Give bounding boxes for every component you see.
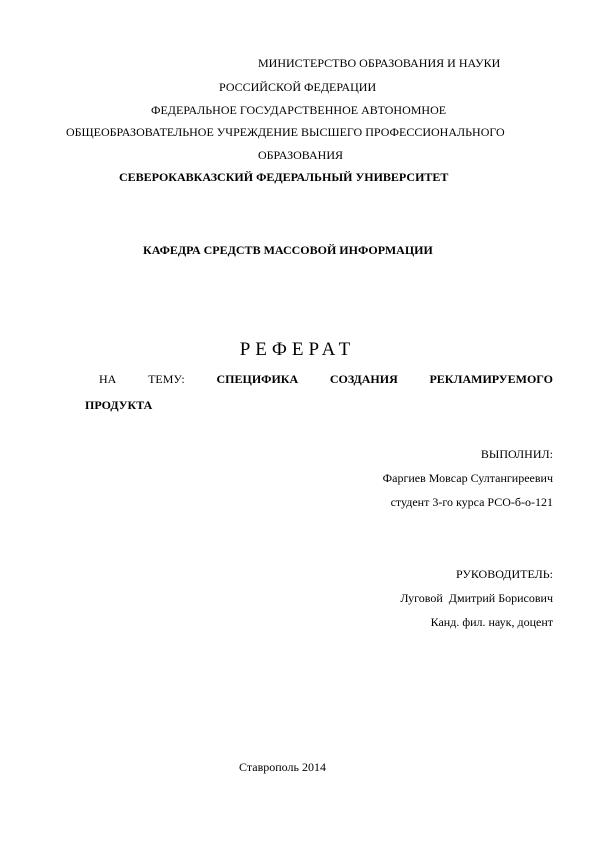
institution-line-2: ОБЩЕОБРАЗОВАТЕЛЬНОЕ УЧРЕЖДЕНИЕ ВЫСШЕГО ПРОФЕССИОНАЛЬНОГО [66,125,505,139]
ministry-line-2: РОССИЙСКОЙ ФЕДЕРАЦИИ [219,80,377,94]
document-title: РЕФЕРАТ [239,339,356,360]
topic-word: СПЕЦИФИКА [216,372,299,386]
author-label: ВЫПОЛНИЛ: [480,447,553,461]
topic-line-1 [99,372,553,386]
topic-block [99,372,553,386]
topic-word: ТЕМУ: [148,372,185,386]
topic-word: РЕКЛАМИРУЕМОГО [429,372,553,386]
author-info: студент 3-го курса РСО-б-о-121 [390,495,553,509]
topic-line-2: ПРОДУКТА [85,398,153,412]
institution-line-1: ФЕДЕРАЛЬНОЕ ГОСУДАРСТВЕННОЕ АВТОНОМНОЕ [151,103,447,117]
supervisor-label: РУКОВОДИТЕЛЬ: [455,567,553,581]
supervisor-info: Канд. фил. наук, доцент [430,615,553,629]
institution-line-3: ОБРАЗОВАНИЯ [258,148,343,162]
city-year: Ставрополь 2014 [239,760,326,774]
topic-word: СОЗДАНИЯ [329,372,398,386]
university-name: СЕВЕРОКАВКАЗСКИЙ ФЕДЕРАЛЬНЫЙ УНИВЕРСИТЕТ [119,170,449,184]
department-name: КАФЕДРА СРЕДСТВ МАССОВОЙ ИНФОРМАЦИИ [143,243,433,257]
topic-word: НА [99,372,117,386]
ministry-line-1: МИНИСТЕРСТВО ОБРАЗОВАНИЯ И НАУКИ [258,56,501,70]
author-name: Фаргиев Мовсар Султангиреевич [382,471,553,485]
supervisor-name: Луговой Дмитрий Борисович [400,591,553,605]
